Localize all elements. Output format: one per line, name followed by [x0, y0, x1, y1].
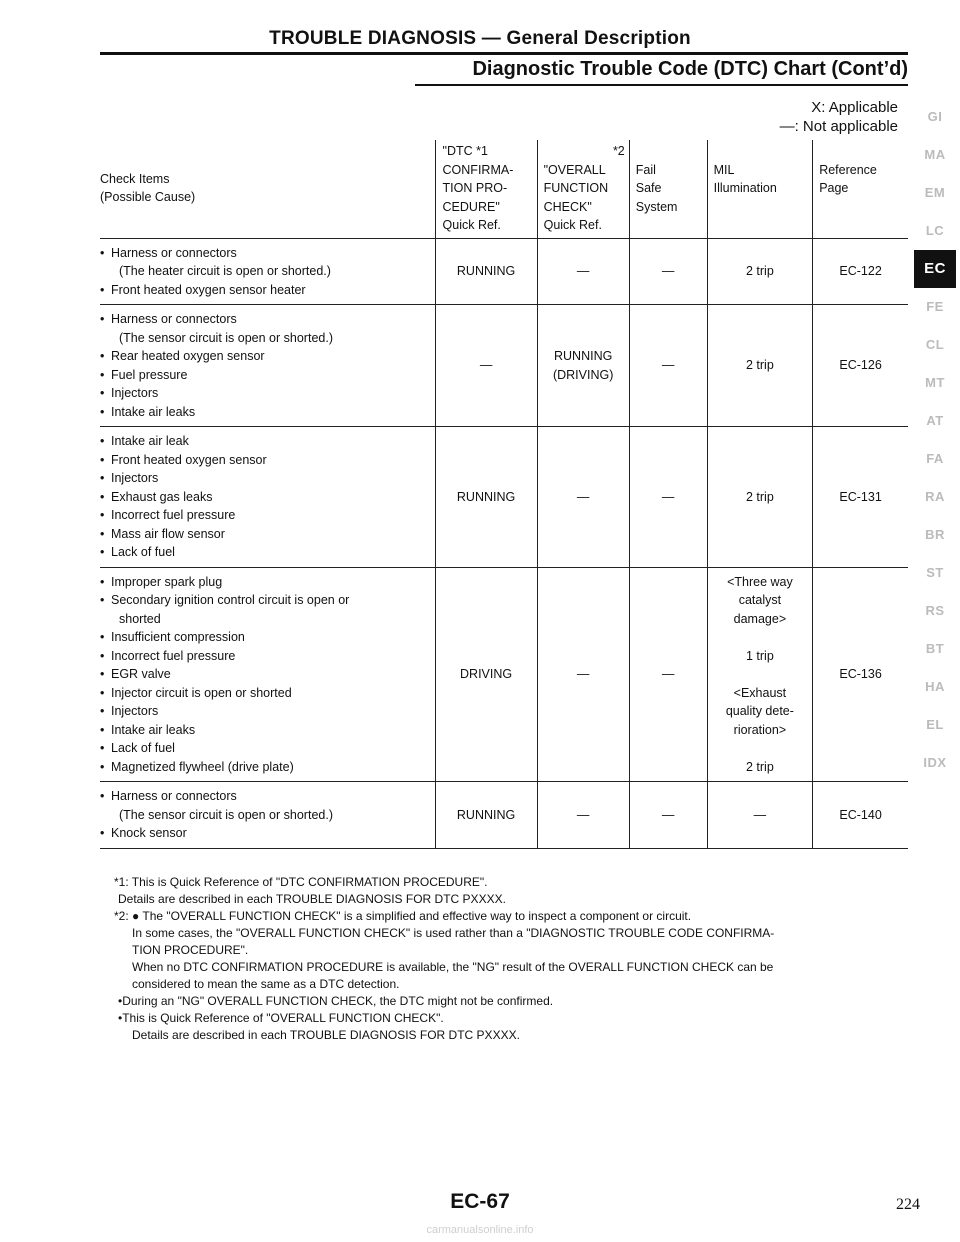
watermark: carmanualsonline.info: [426, 1224, 534, 1236]
header-fail-safe: [629, 140, 707, 238]
check-item: • Harness or connectors: [100, 310, 435, 329]
fail-safe-cell: —: [629, 305, 707, 427]
check-item: • Lack of fuel: [100, 739, 435, 758]
footnote-2-line: Details are described in each TROUBLE DIAGNOSIS FOR DTC PXXXX.: [132, 1028, 520, 1042]
header-dtc-confirmation: [435, 140, 537, 238]
reference-page-cell: EC-122: [813, 238, 908, 305]
section-tab-fa[interactable]: FA: [926, 451, 944, 466]
legend-applicable: X: Applicable: [811, 99, 898, 116]
check-item: • Intake air leak: [100, 432, 435, 451]
mil-line: <Exhaust: [733, 685, 787, 700]
title-rule: [100, 52, 908, 55]
header-line: Quick Ref.: [543, 218, 602, 232]
mil-line: [708, 665, 813, 684]
header-line: TION PRO-: [442, 181, 508, 195]
check-item: • Injectors: [100, 384, 435, 403]
check-item: • Injectors: [100, 702, 435, 721]
overall-function-cell: —: [537, 238, 629, 305]
mil-illumination-cell: [707, 567, 813, 782]
header-check-items: [100, 140, 435, 238]
overall-function-line: RUNNING: [554, 349, 613, 363]
table-row: [100, 238, 908, 305]
section-tab-ma[interactable]: MA: [924, 147, 946, 162]
check-item: • Exhaust gas leaks: [100, 488, 435, 507]
section-tab-ra[interactable]: RA: [925, 489, 945, 504]
footnote-2-line: TION PROCEDURE".: [132, 943, 249, 957]
check-item: • Secondary ignition control circuit is open or: [100, 591, 435, 610]
section-tab-el[interactable]: EL: [926, 717, 944, 732]
mil-line: 2 trip: [745, 264, 774, 278]
check-items-cell: [100, 782, 435, 849]
footnotes: [114, 874, 914, 1044]
header-line: FUNCTION: [543, 181, 609, 195]
table-header-row: [100, 140, 908, 238]
reference-page-cell: EC-136: [813, 567, 908, 782]
section-tab-idx[interactable]: IDX: [923, 755, 947, 770]
section-tab-em[interactable]: EM: [924, 185, 946, 200]
page-code: EC-67: [450, 1190, 510, 1213]
page-number: 224: [896, 1196, 920, 1213]
header-line: System: [635, 199, 678, 214]
check-item: • EGR valve: [100, 665, 435, 684]
dtc-chart-table: [100, 140, 908, 849]
reference-page-cell: EC-131: [813, 427, 908, 568]
header-line: "OVERALL: [543, 162, 606, 177]
mil-line: [708, 628, 813, 647]
header-mil: [707, 140, 813, 238]
header-line: Page: [819, 181, 849, 195]
check-item: • Improper spark plug: [100, 573, 435, 592]
check-item: • Fuel pressure: [100, 366, 435, 385]
section-tab-at[interactable]: AT: [926, 413, 944, 428]
header-check-items-line: Check Items: [100, 171, 170, 186]
check-item: • Front heated oxygen sensor heater: [100, 281, 435, 300]
mil-line: 2 trip: [745, 358, 774, 373]
mil-line: 1 trip: [745, 648, 774, 663]
footnote-2-line: In some cases, the "OVERALL FUNCTION CHECK" is used rather than a "DIAGNOSTIC TROUBLE CODE CONFIRMA-: [132, 926, 775, 940]
check-item: • Intake air leaks: [100, 721, 435, 740]
check-item: (The sensor circuit is open or shorted.): [119, 807, 333, 822]
check-item: • Insufficient compression: [100, 628, 435, 647]
header-line: Fail: [635, 162, 656, 177]
mil-line: quality dete-: [725, 704, 794, 718]
header-check-items-line: (Possible Cause): [100, 190, 196, 205]
dtc-confirmation-cell: RUNNING: [435, 782, 537, 849]
dtc-confirmation-cell: —: [435, 305, 537, 427]
dtc-confirmation-cell: RUNNING: [435, 427, 537, 568]
fail-safe-cell: —: [629, 238, 707, 305]
reference-page-cell: EC-126: [813, 305, 908, 427]
footnote-2-bullet: • This is Quick Reference of "OVERALL FUNCTION CHECK".: [114, 1010, 914, 1027]
overall-function-line: (DRIVING): [552, 367, 614, 382]
header-line: Quick Ref.: [442, 218, 501, 232]
overall-function-cell: —: [537, 567, 629, 782]
applicability-legend: [780, 98, 898, 136]
footnote-2-line: considered to mean the same as a DTC detection.: [132, 977, 400, 991]
mil-line: damage>: [733, 611, 787, 626]
overall-function-cell: —: [537, 427, 629, 568]
section-tab-br[interactable]: BR: [925, 527, 945, 542]
header-line: Illumination: [713, 181, 777, 195]
mil-illumination-cell: [707, 782, 813, 849]
fail-safe-cell: —: [629, 782, 707, 849]
section-tab-cl[interactable]: CL: [925, 337, 945, 352]
dtc-confirmation-cell: DRIVING: [435, 567, 537, 782]
table-row: [100, 567, 908, 782]
section-tab-rs[interactable]: RS: [925, 603, 945, 618]
mil-illumination-cell: [707, 238, 813, 305]
overall-function-cell: [537, 305, 629, 427]
check-item: (The heater circuit is open or shorted.): [119, 264, 331, 278]
page-title: TROUBLE DIAGNOSIS — General Description: [269, 28, 691, 49]
check-item: shorted: [119, 611, 161, 626]
mil-line: 2 trip: [745, 489, 774, 504]
check-items-cell: [100, 567, 435, 782]
check-item: • Harness or connectors: [100, 787, 435, 806]
section-tab-gi[interactable]: GI: [927, 109, 943, 124]
check-item: • Front heated oxygen sensor: [100, 451, 435, 470]
header-line: CONFIRMA-: [442, 162, 514, 177]
dtc-confirmation-cell: RUNNING: [435, 238, 537, 305]
section-tab-mt[interactable]: MT: [925, 375, 945, 390]
check-item: (The sensor circuit is open or shorted.): [119, 330, 333, 345]
mil-line: rioration>: [733, 722, 787, 737]
check-item: • Harness or connectors: [100, 244, 435, 263]
check-item: • Rear heated oxygen sensor: [100, 347, 435, 366]
check-item: • Magnetized flywheel (drive plate): [100, 758, 435, 777]
check-items-cell: [100, 427, 435, 568]
check-items-cell: [100, 238, 435, 305]
table-row: [100, 305, 908, 427]
check-item: • Incorrect fuel pressure: [100, 647, 435, 666]
check-item: • Lack of fuel: [100, 543, 435, 562]
table-row: [100, 782, 908, 849]
section-tab-lc[interactable]: LC: [925, 223, 945, 238]
footnote-2-line: When no DTC CONFIRMATION PROCEDURE is available, the "NG" result of the OVERALL FUNCTION CHECK can be: [132, 960, 774, 974]
header-overall-function: [537, 140, 629, 238]
reference-page-cell: EC-140: [813, 782, 908, 849]
header-line: Safe: [635, 181, 662, 195]
table-row: [100, 427, 908, 568]
section-tab-fe[interactable]: FE: [926, 299, 944, 314]
mil-line: —: [753, 807, 767, 822]
fail-safe-cell: —: [629, 427, 707, 568]
check-item: • Injector circuit is open or shorted: [100, 684, 435, 703]
section-tab-st[interactable]: ST: [926, 565, 944, 580]
fail-safe-cell: —: [629, 567, 707, 782]
check-item: • Intake air leaks: [100, 403, 435, 422]
mil-line: <Three way: [727, 574, 793, 589]
mil-line: catalyst: [738, 593, 782, 607]
footnote-2-bullet: • During an "NG" OVERALL FUNCTION CHECK, the DTC might not be confirmed.: [114, 993, 914, 1010]
header-reference: [813, 140, 908, 238]
mil-illumination-cell: [707, 427, 813, 568]
legend-not-applicable: —: Not applicable: [779, 118, 898, 135]
check-item: • Knock sensor: [100, 824, 435, 843]
header-line: MIL: [713, 162, 735, 177]
section-tab-ec[interactable]: EC: [914, 250, 956, 288]
footnote-1: *1: This is Quick Reference of "DTC CONFIRMATION PROCEDURE".: [114, 875, 488, 889]
footnote-1-detail: Details are described in each TROUBLE DIAGNOSIS FOR DTC PXXXX.: [118, 892, 506, 906]
header-line: CHECK": [543, 199, 592, 214]
page-subtitle: Diagnostic Trouble Code (DTC) Chart (Cont’d): [472, 58, 908, 80]
header-line: CEDURE": [442, 199, 500, 214]
header-line: Reference: [819, 162, 877, 177]
mil-illumination-cell: [707, 305, 813, 427]
subtitle-rule: [415, 84, 908, 86]
section-tab-bt[interactable]: BT: [925, 641, 945, 656]
section-tab-ha[interactable]: HA: [925, 679, 945, 694]
overall-function-cell: —: [537, 782, 629, 849]
check-items-cell: [100, 305, 435, 427]
footnote-2: *2: ● The "OVERALL FUNCTION CHECK" is a simplified and effective way to inspect a component or circuit.: [114, 909, 692, 923]
mil-line: [708, 739, 813, 758]
header-line: "DTC *1: [442, 144, 488, 158]
check-item: • Incorrect fuel pressure: [100, 506, 435, 525]
header-line: *2: [612, 144, 625, 158]
section-index-tabs: [914, 98, 956, 782]
check-item: • Mass air flow sensor: [100, 525, 435, 544]
mil-line: 2 trip: [745, 759, 774, 774]
check-item: • Injectors: [100, 469, 435, 488]
